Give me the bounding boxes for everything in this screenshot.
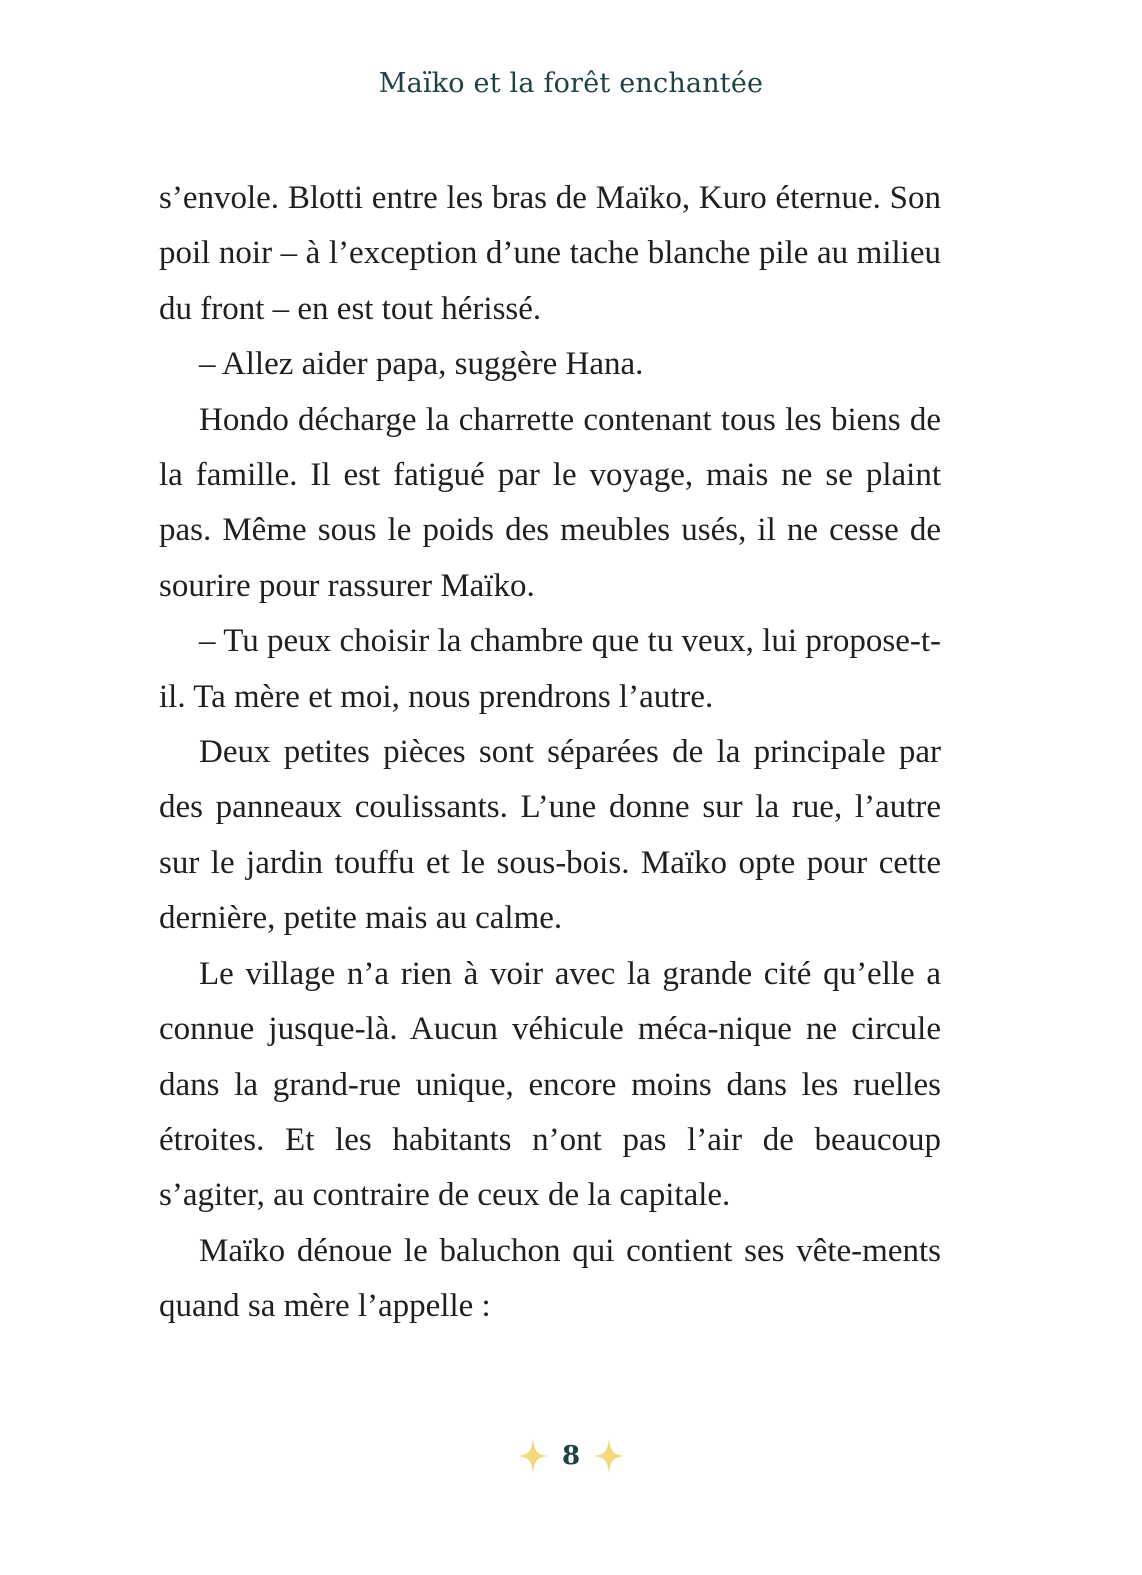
dialogue-paragraph: – Allez aider papa, suggère Hana. — [199, 346, 644, 383]
page-footer — [0, 1438, 1142, 1474]
dialogue-paragraph: – Tu peux choisir la chambre que tu veux, lui propose-t-il. Ta mère et moi, nous prendrons l’autre. — [159, 623, 941, 715]
body-text — [159, 171, 941, 1335]
paragraph: Deux petites pièces sont séparées de la principale par des panneaux coulissants. L’une donne sur la rue, l’autre sur le jardin touffu et le sous-bois. Maïko opte pour cette dernière, petite mais au calme. — [159, 734, 941, 937]
sparkle-star-icon — [518, 1438, 548, 1474]
sparkle-star-icon — [594, 1438, 624, 1474]
paragraph: Maïko dénoue le baluchon qui contient ses vête-ments quand sa mère l’appelle : — [159, 1232, 941, 1325]
running-header-title: Maïko et la forêt enchantée — [378, 68, 764, 99]
paragraph: s’envole. Blotti entre les bras de Maïko, Kuro éternue. Son poil noir – à l’exception d’une tache blanche pile au milieu du front – en est tout hérissé. — [159, 180, 941, 327]
page-number: 8 — [561, 1441, 581, 1471]
paragraph: Hondo décharge la charrette contenant tous les biens de la famille. Il est fatigué par le voyage, mais ne se plaint pas. Même sous le poids des meubles usés, il ne cesse de sourire pour rassurer Maïko. — [159, 401, 941, 604]
paragraph: Le village n’a rien à voir avec la grande cité qu’elle a connue jusque-là. Aucun véhicule méca-nique ne circule dans la grand-rue unique, encore moins dans les ruelles étroites. Et les habitants n’ont pas l’air de beaucoup s’agiter, au contraire de ceux de la capitale. — [159, 955, 941, 1214]
